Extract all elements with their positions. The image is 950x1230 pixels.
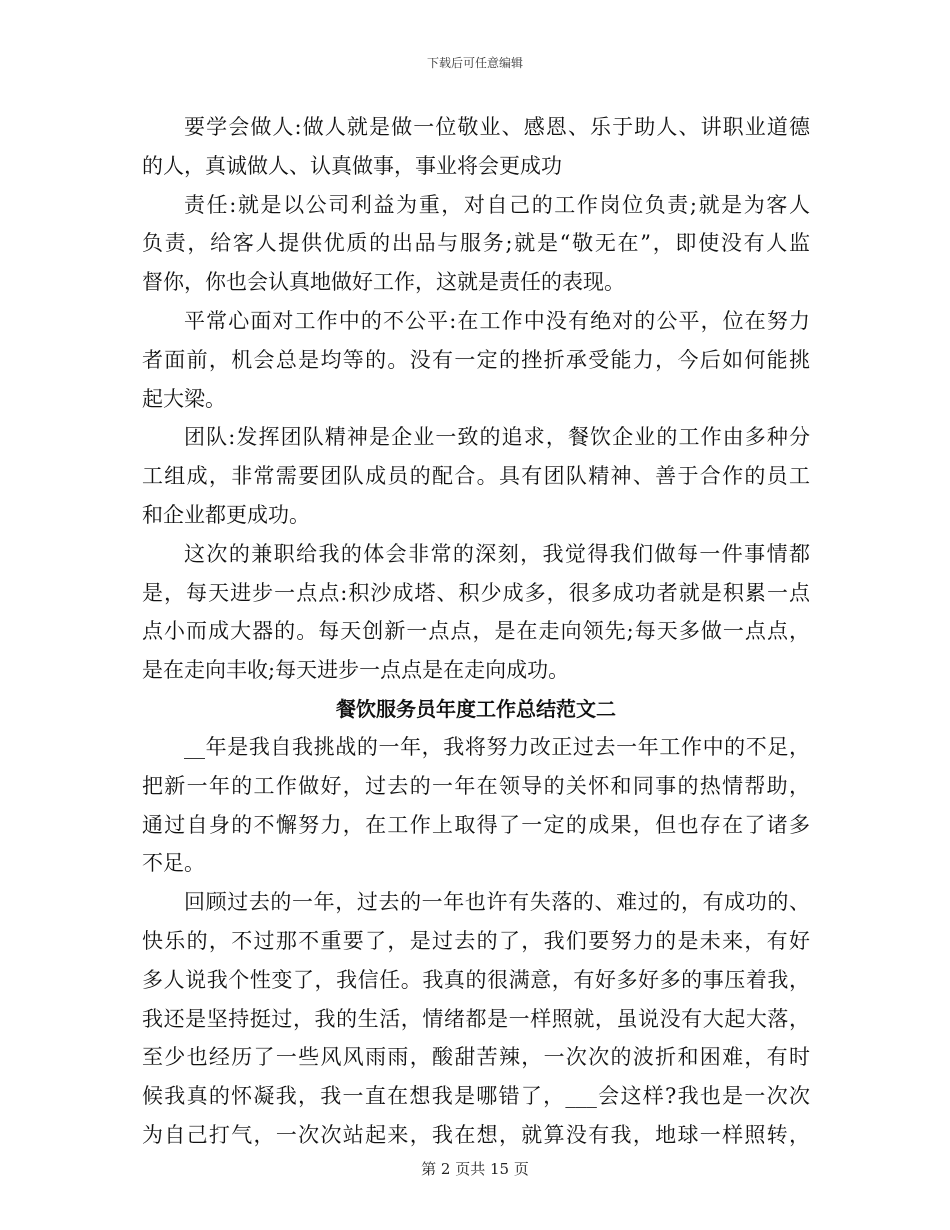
page-header: 下载后可任意编辑 <box>426 56 523 70</box>
paragraph-line: 这次的兼职给我的体会非常的深刻，我觉得我们做每一件事情都 <box>184 541 810 566</box>
paragraph-line: 要学会做人:做人就是做一位敬业、感恩、乐于助人、讲职业道德 <box>184 115 810 139</box>
paragraph-line: 督你，你也会认真地做好工作，这就是责任的表现。 <box>142 270 625 295</box>
paragraph-line: 把新一年的工作做好，过去的一年在领导的关怀和同事的热情帮助， <box>142 773 810 798</box>
paragraph-line: 工组成，非常需要团队成员的配合。具有团队精神、善于合作的员工 <box>142 464 810 489</box>
paragraph-line: 回顾过去的一年，过去的一年也许有失落的、难过的，有成功的、 <box>184 890 810 915</box>
document-body <box>142 108 810 1155</box>
section-title: 餐饮服务员年度工作总结范文二 <box>336 696 616 721</box>
paragraph-line: 和企业都更成功。 <box>142 502 310 527</box>
paragraph-line: 候我真的怀凝我，我一直在想我是哪错了，___会这样?我也是一次次 <box>142 1084 810 1109</box>
paragraph-line: 负责，给客人提供优质的出品与服务;就是“敬无在”，即使没有人监 <box>142 231 810 256</box>
paragraph-line: 平常心面对工作中的不公平:在工作中没有绝对的公平，位在努力 <box>184 308 810 333</box>
paragraph-line: 快乐的，不过那不重要了，是过去的了，我们要努力的是未来，有好 <box>142 928 810 953</box>
paragraph-line: 我还是坚持挺过，我的生活，情绪都是一样照就，虽说没有大起大落， <box>142 1006 810 1031</box>
paragraph-line: 的人，真诚做人、认真做事，事业将会更成功 <box>142 153 562 178</box>
paragraph-line: 者面前，机会总是均等的。没有一定的挫折承受能力，今后如何能挑 <box>142 347 810 372</box>
paragraph-line: 为自己打气，一次次站起来，我在想，就算没有我，地球一样照转， <box>142 1122 810 1147</box>
paragraph-line: 至少也经历了一些风风雨雨，酸甜苦辣，一次次的波折和困难，有时 <box>142 1045 810 1070</box>
paragraph-line: 点小而成大器的。每天创新一点点，是在走向领先;每天多做一点点， <box>142 619 810 644</box>
paragraph-line: 团队:发挥团队精神是企业一致的追求，餐饮企业的工作由多种分 <box>184 425 810 450</box>
paragraph-line: 不足。 <box>142 851 205 876</box>
page-footer: 第 2 页共 15 页 <box>421 1160 529 1178</box>
paragraph-line: 是，每天进步一点点:积沙成塔、积少成多，很多成功者就是积累一点 <box>142 580 810 605</box>
paragraph-line: 是在走向丰收;每天进步一点点是在走向成功。 <box>142 658 570 683</box>
paragraph-line: 多人说我个性变了，我信任。我真的很满意，有好多好多的事压着我， <box>142 967 810 992</box>
paragraph-line: 通过自身的不懈努力，在工作上取得了一定的成果，但也存在了诸多 <box>142 812 810 837</box>
paragraph-line: __年是我自我挑战的一年，我将努力改正过去一年工作中的不足， <box>184 734 810 759</box>
paragraph-line: 起大梁。 <box>142 386 226 411</box>
paragraph-line: 责任:就是以公司利益为重，对自己的工作岗位负责;就是为客人 <box>184 192 810 217</box>
